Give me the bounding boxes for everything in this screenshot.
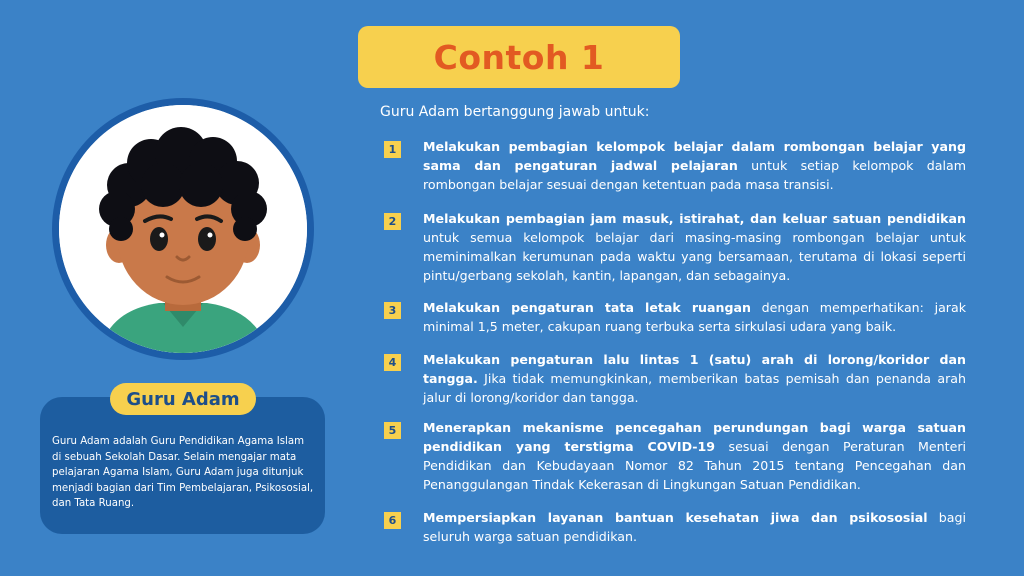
item-text [423, 418, 966, 494]
list-item [384, 298, 966, 336]
item-number-badge: 5 [384, 422, 401, 439]
item-text [423, 508, 966, 546]
item-number-badge: 3 [384, 302, 401, 319]
item-rest-text: bagi seluruh warga satuan pendidikan. [423, 510, 966, 544]
page-title: Contoh 1 [433, 37, 605, 77]
item-text [423, 209, 966, 285]
item-bold-text: Melakukan pengaturan lalu lintas 1 (satu) arah di lorong/koridor dan tangga. [423, 352, 966, 386]
item-text [423, 350, 966, 407]
item-number-badge: 6 [384, 512, 401, 529]
item-rest-text: sesuai dengan Peraturan Menteri Pendidikan dan Kebudayaan Nomor 82 Tahun 2015 tentang Pencegahan dan Penanggulangan Tindak Kekerasan di Lingkungan Satuan Pendidikan. [423, 439, 966, 492]
item-bold-text: Menerapkan mekanisme pencegahan perundungan bagi warga satuan pendidikan yang terstigma COVID-19 [423, 420, 966, 454]
item-number-badge: 1 [384, 141, 401, 158]
list-item [384, 350, 966, 407]
item-bold-text: Melakukan pengaturan tata letak ruangan [423, 300, 751, 315]
item-rest-text: untuk semua kelompok belajar dari masing-masing rombongan belajar untuk meminimalkan kerumunan pada waktu yang bersamaan, terutama di lokasi seperti pintu/gerbang sekolah, kantin, lapangan, dan sebagainya. [423, 230, 966, 283]
person-name: Guru Adam [126, 388, 240, 410]
list-item [384, 418, 966, 494]
name-badge [110, 383, 256, 415]
title-banner [358, 26, 680, 88]
intro-text: Guru Adam bertanggung jawab untuk: [380, 104, 650, 120]
avatar-portrait [59, 105, 307, 353]
avatar [52, 98, 314, 360]
item-text [423, 137, 966, 194]
item-rest-text: dengan memperhatikan: jarak minimal 1,5 meter, cakupan ruang terbuka serta sirkulasi udara yang baik. [423, 300, 966, 334]
item-text [423, 298, 966, 336]
list-item [384, 209, 966, 285]
item-bold-text: Mempersiapkan layanan bantuan kesehatan jiwa dan psikososial [423, 510, 928, 525]
item-number-badge: 2 [384, 213, 401, 230]
item-number-badge: 4 [384, 354, 401, 371]
list-item [384, 508, 966, 546]
item-rest-text: untuk setiap kelompok dalam rombongan belajar sesuai dengan ketentuan pada masa transisi. [423, 158, 966, 192]
profile-description: Guru Adam adalah Guru Pendidikan Agama Islam di sebuah Sekolah Dasar. Selain mengajar mata pelajaran Agama Islam, Guru Adam juga ditunjuk menjadi bagian dari Tim Pembelajaran, Psikososial, dan Tata Ruang. [52, 436, 314, 509]
teacher-illustration-icon [59, 105, 307, 353]
item-rest-text: Jika tidak memungkinkan, memberikan batas pemisah dan penanda arah jalur di lorong/koridor dan tangga. [423, 371, 966, 405]
list-item [384, 137, 966, 194]
item-bold-text: Melakukan pembagian jam masuk, istirahat, dan keluar satuan pendidikan [423, 211, 966, 226]
item-bold-text: Melakukan pembagian kelompok belajar dalam rombongan belajar yang sama dan pengaturan jadwal pelajaran [423, 139, 966, 173]
